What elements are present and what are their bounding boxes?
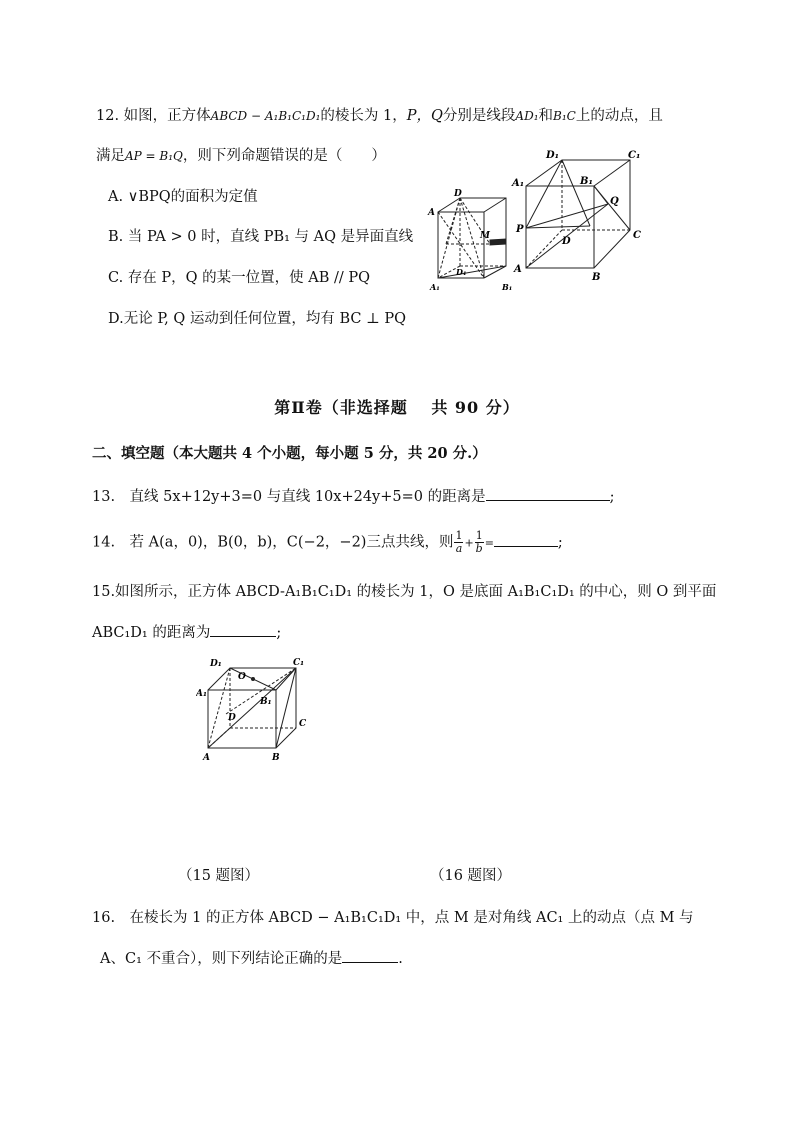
q16-line2-text: A、C₁ 不重合），则下列结论正确的是 [100, 951, 343, 967]
q12-seg2: B₁C [553, 109, 576, 123]
q12-figure-left [424, 182, 524, 294]
q12-seg1: AD₁ [515, 109, 539, 123]
fig1-label-b1: B₁ [502, 282, 513, 292]
fig3-label-c: C [299, 719, 307, 729]
option-label: C. [108, 270, 124, 286]
option-label: D. [108, 311, 124, 327]
fig3-label-c1: C₁ [293, 658, 305, 668]
option-label: A. [108, 189, 124, 205]
fig2-label-a1: A₁ [512, 178, 525, 189]
fig1-label-m: M [480, 231, 490, 241]
q16-line2 [100, 948, 403, 969]
q15-line1: 15.如图所示，正方体 ABCD-A₁B₁C₁D₁ 的棱长为 1，O 是底面 A₁B₁C₁D₁ 的中心，则 O 到平面 [92, 584, 717, 600]
q13-answer-blank [486, 486, 610, 501]
fig2-label-d: D [562, 236, 571, 247]
fig3-label-b1: B₁ [260, 697, 272, 707]
option-label: B. [108, 229, 124, 245]
q12-line1 [96, 106, 663, 126]
q15-line2 [92, 622, 281, 643]
q12-line2a: 满足 [96, 148, 125, 164]
q12-option-c [108, 268, 370, 288]
q15-line2-text: ABC₁D₁ 的距离为 [92, 625, 211, 641]
q14-end: ; [557, 534, 563, 551]
option-text: 当 PA > 0 时，直线 PB₁ 与 AQ 是异面直线 [127, 229, 414, 245]
caption-q15: （15 题图） [178, 868, 260, 884]
q12-option-a [108, 187, 258, 207]
q14-frac-2 [475, 530, 484, 555]
q14-plus: + [464, 536, 474, 550]
q16-answer-blank [342, 948, 398, 963]
frac-denominator: b [475, 542, 483, 555]
q12-line2 [96, 146, 386, 166]
fig1-label-a: A [428, 208, 435, 218]
fig3-label-o: O [238, 672, 246, 682]
option-text: ∨BPQ的面积为定值 [127, 189, 258, 205]
fig2-label-q: Q [610, 196, 619, 207]
q14 [92, 530, 563, 555]
q12-stem3: 分别是线段 [442, 108, 516, 124]
q12-cond: AP = B₁Q [125, 149, 183, 163]
fig3-label-d1: D₁ [210, 659, 222, 669]
q12-option-b [108, 227, 413, 247]
fill-in-header: 二、填空题（本大题共 4 个小题，每小题 5 分，共 20 分.） [92, 445, 487, 462]
q13 [92, 486, 615, 507]
fig3-center-point [251, 677, 255, 681]
q12-option-d [108, 309, 406, 329]
fig1-label-d: D [454, 189, 462, 199]
q14-text: 14. 若 A(a，0)，B(0，b)，C(−2，−2)三点共线，则 [92, 534, 454, 551]
fig2-label-d1: D₁ [546, 150, 560, 161]
fig3-label-d: D [228, 713, 236, 723]
section-ii-title: 第Ⅱ卷（非选择题 共 90 分） [274, 398, 520, 417]
option-text: 存在 P，Q 的某一位置，使 AB // PQ [127, 270, 371, 286]
frac-numerator: 1 [475, 529, 483, 542]
fig2-label-c1: C₁ [628, 150, 641, 161]
q14-equals: = [484, 536, 494, 550]
q12-pq: P，Q [406, 108, 443, 124]
q12-stem4: 上的动点，且 [575, 108, 663, 124]
fig2-label-b: B [592, 272, 601, 283]
q14-frac-1 [454, 530, 463, 555]
q13-end: ; [609, 489, 615, 505]
fig2-label-c: C [633, 230, 641, 241]
fig3-label-b: B [272, 753, 280, 763]
fig1-label-a1: A₁ [430, 282, 440, 292]
q12-solid: ABCD − A₁B₁C₁D₁ [210, 109, 321, 123]
fig2-label-p: P [516, 224, 524, 235]
fig2-label-b1: B₁ [580, 176, 593, 187]
q12-and: 和 [538, 108, 554, 124]
q12-stem2: 的棱长为 1， [320, 108, 407, 124]
q12-figure-right [510, 146, 650, 286]
option-text: 无论 P, Q 运动到任何位置，均有 BC ⊥ PQ [123, 311, 406, 327]
q15-answer-blank [210, 622, 276, 637]
frac-denominator: a [455, 542, 463, 555]
caption-q16: （16 题图） [430, 868, 512, 884]
q15-figure [196, 654, 314, 766]
fig1-label-d1: D₁ [456, 267, 467, 277]
q12-number: 12. [96, 108, 120, 124]
q12-stem1: 如图，正方体 [123, 108, 211, 124]
q16-end: . [398, 951, 403, 967]
fig3-label-a: A [203, 753, 210, 763]
q13-text: 13. 直线 5x+12y+3=0 与直线 10x+24y+5=0 的距离是 [92, 489, 486, 505]
q14-answer-blank [494, 532, 558, 547]
q15-end: ; [276, 625, 282, 641]
frac-numerator: 1 [455, 529, 463, 542]
fig3-label-a1: A₁ [196, 689, 207, 699]
q12-line2b: ，则下列命题错误的是（ ） [182, 148, 386, 164]
fig2-label-a: A [514, 264, 522, 275]
q16-line1: 16. 在棱长为 1 的正方体 ABCD − A₁B₁C₁D₁ 中，点 M 是对角线 AC₁ 上的动点（点 M 与 [92, 910, 694, 926]
